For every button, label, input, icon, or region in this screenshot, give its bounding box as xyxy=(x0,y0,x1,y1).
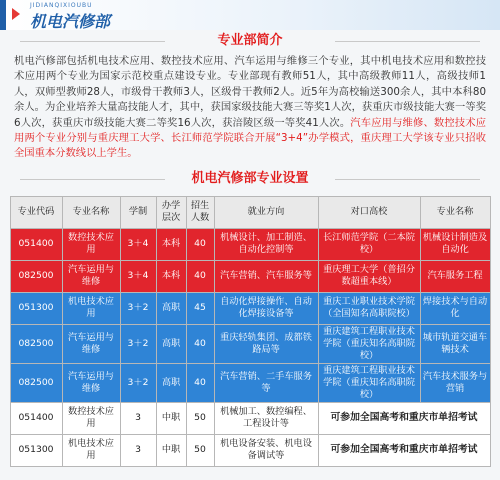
cell-college-merged: 可参加全国高考和重庆市单招考试 xyxy=(318,402,490,434)
cell-count: 40 xyxy=(186,228,214,260)
col-header-name: 专业名称 xyxy=(62,196,120,228)
cell-code: 051300 xyxy=(10,292,62,324)
cell-major: 城市轨道交通车辆技术 xyxy=(420,324,490,363)
cell-system: 3＋4 xyxy=(120,260,156,292)
col-header-count: 招生人数 xyxy=(186,196,214,228)
header-title: 机电汽修部 xyxy=(30,12,111,31)
cell-level: 中职 xyxy=(156,434,186,466)
table-row xyxy=(10,260,490,292)
major-settings-table xyxy=(10,196,491,467)
header-stripe xyxy=(0,0,6,30)
cell-name: 汽车运用与维修 xyxy=(62,363,120,402)
intro-paragraph xyxy=(14,54,486,162)
cell-system: 3 xyxy=(120,434,156,466)
header-triangle-icon xyxy=(12,8,20,20)
col-header-college: 对口高校 xyxy=(318,196,420,228)
cell-career: 机械设计、加工制造、自动化控制等 xyxy=(214,228,318,260)
table-header-row xyxy=(10,196,490,228)
cell-system: 3＋2 xyxy=(120,292,156,324)
table-row xyxy=(10,324,490,363)
cell-level: 中职 xyxy=(156,402,186,434)
col-header-code: 专业代码 xyxy=(10,196,62,228)
cell-level: 本科 xyxy=(156,228,186,260)
cell-name: 数控技术应用 xyxy=(62,402,120,434)
cell-college: 长江师范学院（二本院校） xyxy=(318,228,420,260)
table-row xyxy=(10,292,490,324)
cell-code: 082500 xyxy=(10,260,62,292)
cell-system: 3 xyxy=(120,402,156,434)
cell-career: 机电设备安装、机电设备调试等 xyxy=(214,434,318,466)
cell-name: 数控技术应用 xyxy=(62,228,120,260)
cell-code: 082500 xyxy=(10,324,62,363)
cell-name: 汽车运用与维修 xyxy=(62,324,120,363)
cell-system: 3＋2 xyxy=(120,363,156,402)
cell-code: 051400 xyxy=(10,402,62,434)
cell-level: 本科 xyxy=(156,260,186,292)
table-row xyxy=(10,228,490,260)
cell-count: 40 xyxy=(186,324,214,363)
cell-count: 50 xyxy=(186,434,214,466)
cell-college-merged: 可参加全国高考和重庆市单招考试 xyxy=(318,434,490,466)
cell-name: 汽车运用与维修 xyxy=(62,260,120,292)
table-row xyxy=(10,434,490,466)
col-header-system: 学制 xyxy=(120,196,156,228)
cell-level: 高职 xyxy=(156,292,186,324)
cell-major: 焊接技术与自动化 xyxy=(420,292,490,324)
cell-career: 汽车营销、汽车服务等 xyxy=(214,260,318,292)
cell-career: 机械加工、数控编程、工程设计等 xyxy=(214,402,318,434)
cell-career: 重庆轻轨集团、成都铁路局等 xyxy=(214,324,318,363)
table-row xyxy=(10,402,490,434)
intro-text-red: 汽车应用与维修、数控技术应用两个专业分别与重庆理工大学、长江师范学院联合开展“3+4”办学模式，重庆理工大学该专业只招收全国重本分数线以上学生。 xyxy=(14,116,487,160)
cell-code: 082500 xyxy=(10,363,62,402)
cell-major: 汽车技术服务与营销 xyxy=(420,363,490,402)
cell-career: 自动化焊接操作、自动化焊接设备等 xyxy=(214,292,318,324)
cell-count: 50 xyxy=(186,402,214,434)
cell-name: 机电技术应用 xyxy=(62,434,120,466)
cell-college: 重庆建筑工程职业技术学院（重庆知名高职院校） xyxy=(318,324,420,363)
page-header xyxy=(0,0,500,30)
cell-code: 051400 xyxy=(10,228,62,260)
cell-code: 051300 xyxy=(10,434,62,466)
cell-college: 重庆工业职业技术学院（全国知名高职院校） xyxy=(318,292,420,324)
cell-major: 汽车服务工程 xyxy=(420,260,490,292)
cell-level: 高职 xyxy=(156,363,186,402)
settings-heading: 机电汽修部专业设置 xyxy=(0,168,500,190)
intro-heading: 专业部简介 xyxy=(0,30,500,52)
col-header-level: 办学层次 xyxy=(156,196,186,228)
cell-count: 40 xyxy=(186,363,214,402)
cell-name: 机电技术应用 xyxy=(62,292,120,324)
cell-count: 45 xyxy=(186,292,214,324)
cell-career: 汽车营销、二手车服务等 xyxy=(214,363,318,402)
col-header-career: 就业方向 xyxy=(214,196,318,228)
cell-college: 重庆理工大学（普招分数超重本线） xyxy=(318,260,420,292)
cell-level: 高职 xyxy=(156,324,186,363)
cell-college: 重庆建筑工程职业技术学院（重庆知名高职院校） xyxy=(318,363,420,402)
cell-major: 机械设计制造及自动化 xyxy=(420,228,490,260)
cell-count: 40 xyxy=(186,260,214,292)
col-header-major: 专业名称 xyxy=(420,196,490,228)
cell-system: 3＋4 xyxy=(120,228,156,260)
cell-system: 3＋2 xyxy=(120,324,156,363)
header-pinyin: JIDIANQIXIOUBU xyxy=(30,2,93,9)
table-row xyxy=(10,363,490,402)
intro-text: 机电汽修部包括机电技术应用、数控技术应用、汽车运用与维修三个专业，其中机电技术应用和数控技术应用两个专业为国家示范校重点建设专业。专业部现有教师51人，其中高级教师11人，高级技师1人，双师型教师28人，市级骨干教师3人，区级骨干教师2人。近5年为高校输送300余人，其中本科80余人。为企业培养大量高技能人才，其中，获国家级技能大赛三等奖1人次，获重庆市级技能大赛一等奖6人次，获重庆市级技能大赛二等奖16人次，获涪陵区级一等奖41人次。 xyxy=(14,55,486,129)
